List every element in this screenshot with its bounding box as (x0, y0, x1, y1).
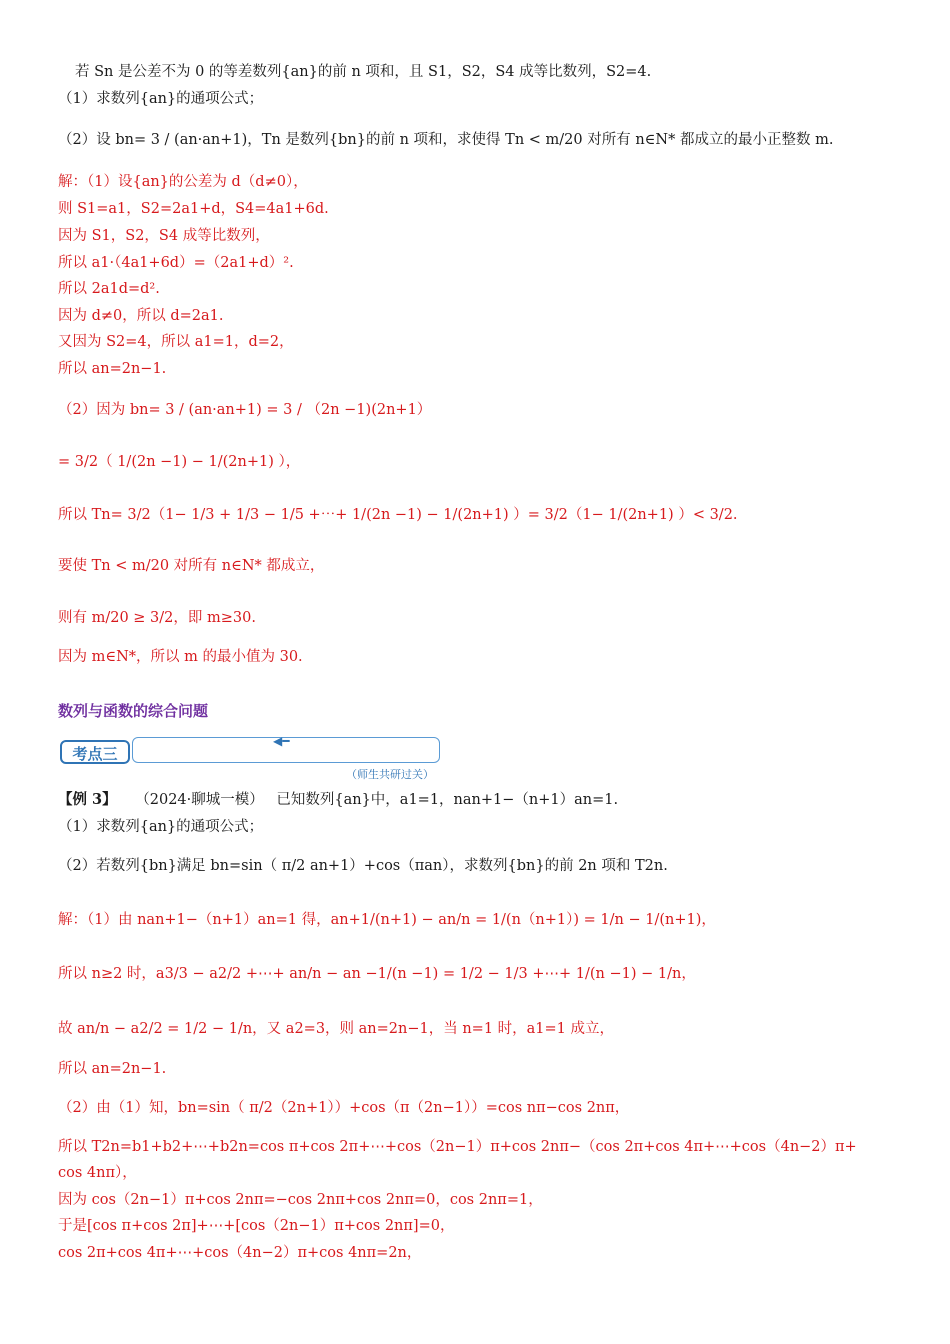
solution3-line-8: 因为 cos（2n−1）π+cos 2nπ=−cos 2nπ+cos 2nπ=0，cos 2nπ=1， (58, 1192, 543, 1208)
solution3-line-10: cos 2π+cos 4π+⋯+cos（4n−2）π+cos 4nπ=2n， (58, 1245, 422, 1261)
arrow-left-icon: ◀━ (273, 734, 290, 748)
prev-solution-line-13: 则有 m/20 ≥ 3/2，即 m≥30. (58, 610, 256, 626)
prev-solution-line-2: 则 S1=a1，S2=2a1+d，S4=4a1+6d. (58, 201, 329, 217)
prev-solution-line-6: 因为 d≠0，所以 d=2a1. (58, 308, 224, 324)
solution3-line-5: （2）由（1）知，bn=sin（ π/2（2n+1））+cos（π（2n−1））=cos nπ−cos 2nπ， (58, 1100, 630, 1116)
prev-solution-line-7: 又因为 S2=4，所以 a1=1，d=2， (58, 334, 294, 350)
prev-problem-q1: （1）求数列{an}的通项公式； (58, 91, 264, 107)
example3-label: 【例 3】 (58, 791, 117, 808)
prev-solution-line-4: 所以 a1·（4a1+6d）=（2a1+d）². (58, 255, 294, 271)
prev-solution-line-3: 因为 S1，S2，S4 成等比数列， (58, 228, 270, 244)
example3-q2: （2）若数列{bn}满足 bn=sin（ π/2 an+1）+cos（πan），求数列{bn}的前 2n 项和 T2n. (58, 858, 668, 874)
prev-solution-line-14: 因为 m∈N*，所以 m 的最小值为 30. (58, 649, 303, 665)
solution3-line-9: 于是[cos π+cos 2π]+⋯+[cos（2n−1）π+cos 2nπ]=0， (58, 1218, 455, 1234)
prev-solution-line-10: = 3/2（ 1/(2n −1) − 1/(2n+1) ）， (58, 454, 301, 470)
solution3-line-7: cos 4nπ）， (58, 1165, 137, 1181)
solution3-line-2: 所以 n≥2 时，a3/3 − a2/2 +⋯+ an/n − an −1/(n −1) = 1/2 − 1/3 +⋯+ 1/(n −1) − 1/n， (58, 966, 696, 982)
solution3-line-1: 解：（1）由 nan+1−（n+1）an=1 得，an+1/(n+1) − an/n = 1/(n（n+1）) = 1/n − 1/(n+1)， (58, 912, 716, 928)
solution3-line-3: 故 an/n − a2/2 = 1/2 − 1/n，又 a2=3，则 an=2n−1，当 n=1 时，a1=1 成立， (58, 1021, 615, 1037)
prev-solution-line-9: （2）因为 bn= 3 / (an·an+1) = 3 / （2n −1)(2n+1） (58, 402, 432, 418)
prev-problem-q2: （2）设 bn= 3 / (an·an+1)，Tn 是数列{bn}的前 n 项和，求使得 Tn < m/20 对所有 n∈N* 都成立的最小正整数 m. (58, 132, 834, 148)
prev-problem-stem: 若 Sn 是公差不为 0 的等差数列{an}的前 n 项和，且 S1，S2，S4 成等比数列，S2=4. (75, 64, 652, 80)
section-title: 数列与函数的综合问题 (58, 702, 209, 720)
solution3-line-4: 所以 an=2n−1. (58, 1061, 167, 1077)
kaodian-header (58, 734, 438, 765)
prev-solution-line-12: 要使 Tn < m/20 对所有 n∈N* 都成立， (58, 558, 325, 574)
prev-solution-line-1: 解：（1）设{an}的公差为 d（d≠0）， (58, 174, 308, 190)
solution3-line-6: 所以 T2n=b1+b2+⋯+b2n=cos π+cos 2π+⋯+cos（2n−1）π+cos 2nπ−（cos 2π+cos 4π+⋯+cos（4n−2）π+ (58, 1139, 857, 1155)
example3-q1: （1）求数列{an}的通项公式； (58, 819, 264, 835)
prev-solution-line-8: 所以 an=2n−1. (58, 361, 167, 377)
kaodian-badge: 考点三 (60, 740, 130, 764)
example3-stem: 已知数列{an}中，a1=1，nan+1−（n+1）an=1. (276, 792, 619, 808)
example3-header (58, 790, 618, 810)
kaodian-frame (132, 734, 440, 763)
kaodian-hint: （师生共研过关） (346, 768, 434, 781)
prev-solution-line-11: 所以 Tn= 3/2（1− 1/3 + 1/3 − 1/5 +⋯+ 1/(2n −1) − 1/(2n+1) ）= 3/2（1− 1/(2n+1) ）< 3/2. (58, 507, 738, 523)
example3-source: （2024·聊城一模） (135, 792, 264, 808)
prev-solution-line-5: 所以 2a1d=d². (58, 281, 160, 297)
